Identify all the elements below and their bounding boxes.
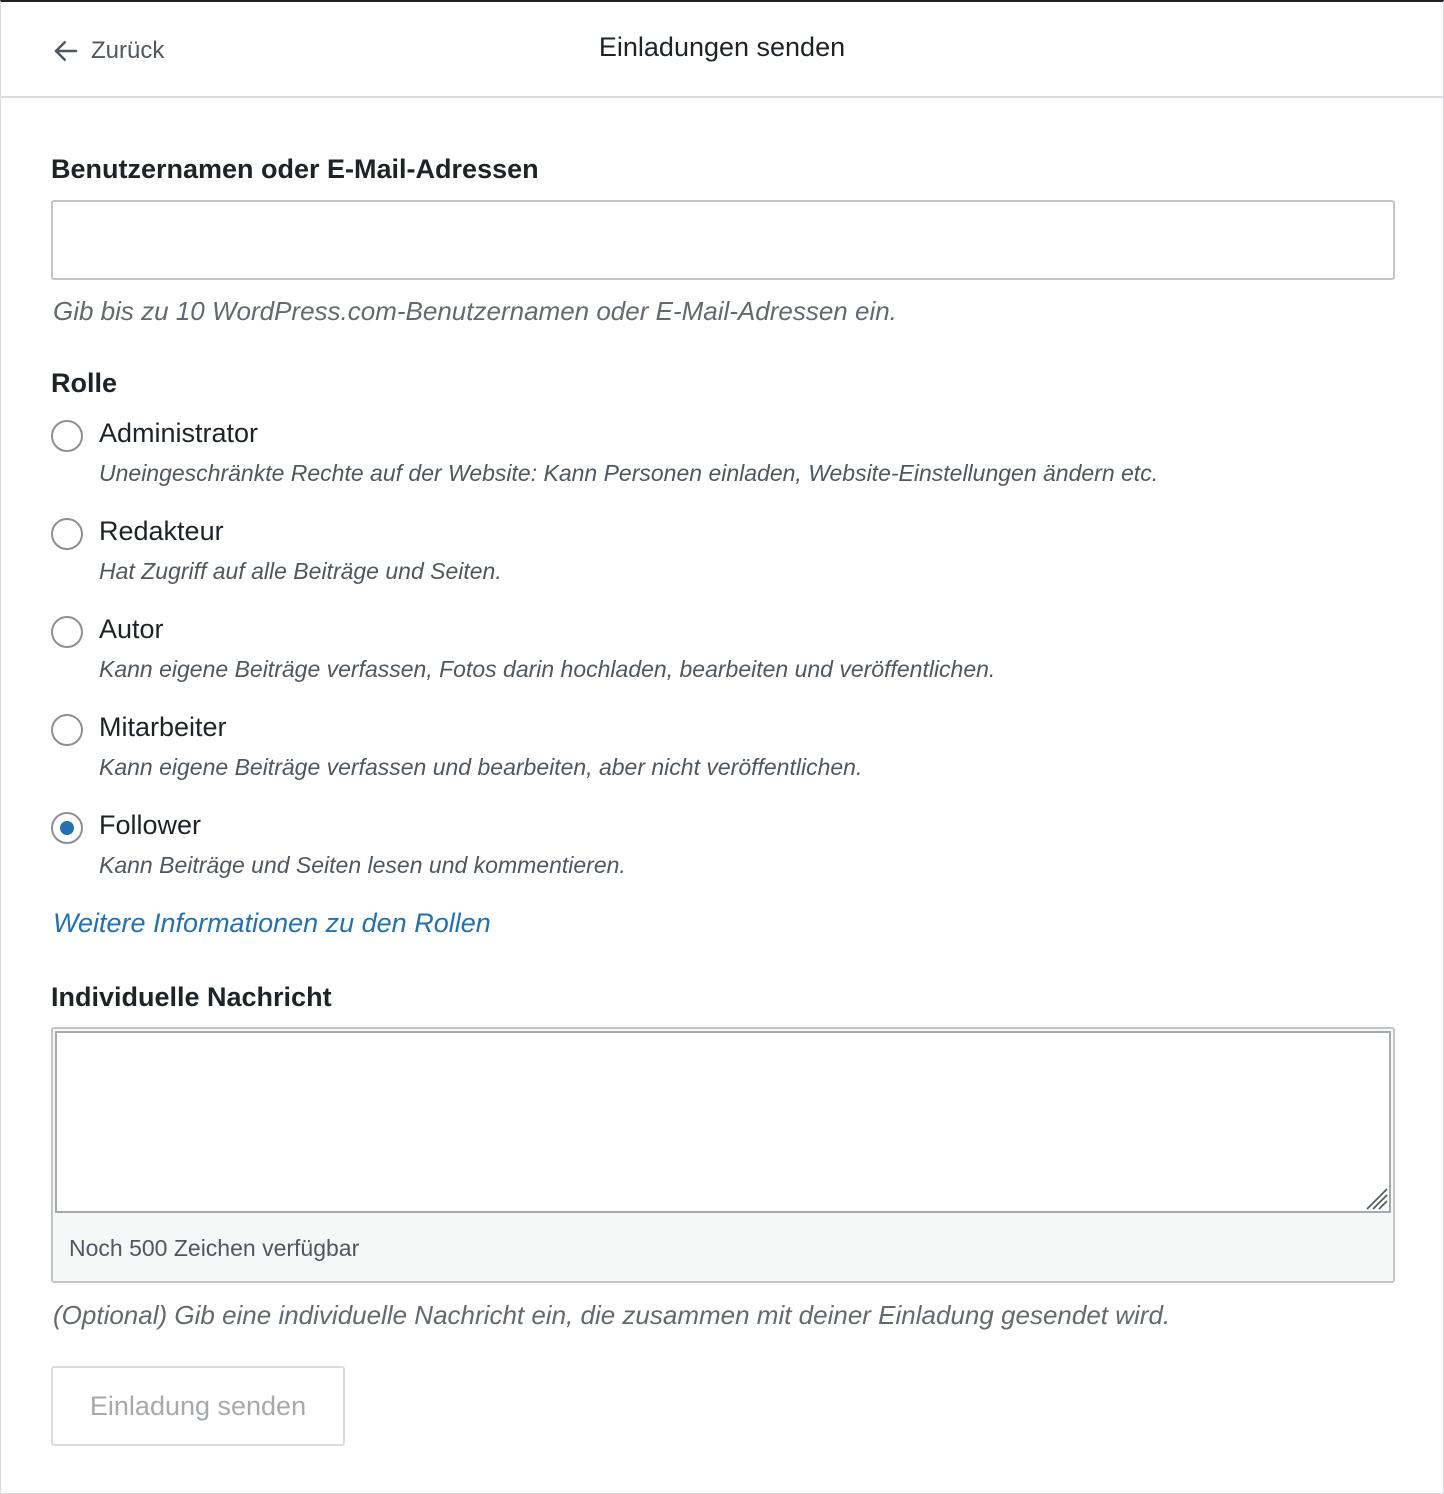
role-description: Kann Beiträge und Seiten lesen und kommentieren. xyxy=(99,852,626,878)
role-name: Autor xyxy=(99,614,164,644)
character-counter: Noch 500 Zeichen verfügbar xyxy=(69,1235,360,1261)
message-help: (Optional) Gib eine individuelle Nachricht ein, die zusammen mit deiner Einladung gesendet wird. xyxy=(53,1300,1171,1330)
role-radio-follower[interactable] xyxy=(51,812,83,844)
role-name: Mitarbeiter xyxy=(99,712,227,742)
page-title: Einladungen senden xyxy=(598,32,846,62)
role-description: Kann eigene Beiträge verfassen und bearbeiten, aber nicht veröffentlichen. xyxy=(99,754,863,780)
recipients-label: Benutzernamen oder E-Mail-Adressen xyxy=(51,154,539,184)
back-label: Zurück xyxy=(91,37,165,64)
resize-grip-icon[interactable] xyxy=(1361,1183,1389,1211)
message-textarea[interactable] xyxy=(55,1031,1391,1213)
role-description: Hat Zugriff auf alle Beiträge und Seiten. xyxy=(99,558,502,584)
recipients-input[interactable] xyxy=(51,200,1395,280)
role-radio-redakteur[interactable] xyxy=(51,518,83,550)
message-label: Individuelle Nachricht xyxy=(51,982,332,1012)
send-invitation-button[interactable]: Einladung senden xyxy=(51,1366,345,1446)
role-radio-mitarbeiter[interactable] xyxy=(51,714,83,746)
role-radio-administrator[interactable] xyxy=(51,420,83,452)
message-field xyxy=(51,1027,1395,1283)
header xyxy=(1,2,1443,98)
role-name: Administrator xyxy=(99,418,259,448)
role-label: Rolle xyxy=(51,368,118,398)
role-description: Kann eigene Beiträge verfassen, Fotos darin hochladen, bearbeiten und veröffentlichen. xyxy=(99,656,996,682)
role-name: Redakteur xyxy=(99,516,224,546)
role-radio-autor[interactable] xyxy=(51,616,83,648)
recipients-help: Gib bis zu 10 WordPress.com-Benutzernamen oder E-Mail-Adressen ein. xyxy=(53,296,897,326)
role-name: Follower xyxy=(99,810,202,840)
role-description: Uneingeschränkte Rechte auf der Website: Kann Personen einladen, Website-Einstellungen ändern etc. xyxy=(99,460,1159,486)
roles-info-link[interactable]: Weitere Informationen zu den Rollen xyxy=(53,908,491,938)
